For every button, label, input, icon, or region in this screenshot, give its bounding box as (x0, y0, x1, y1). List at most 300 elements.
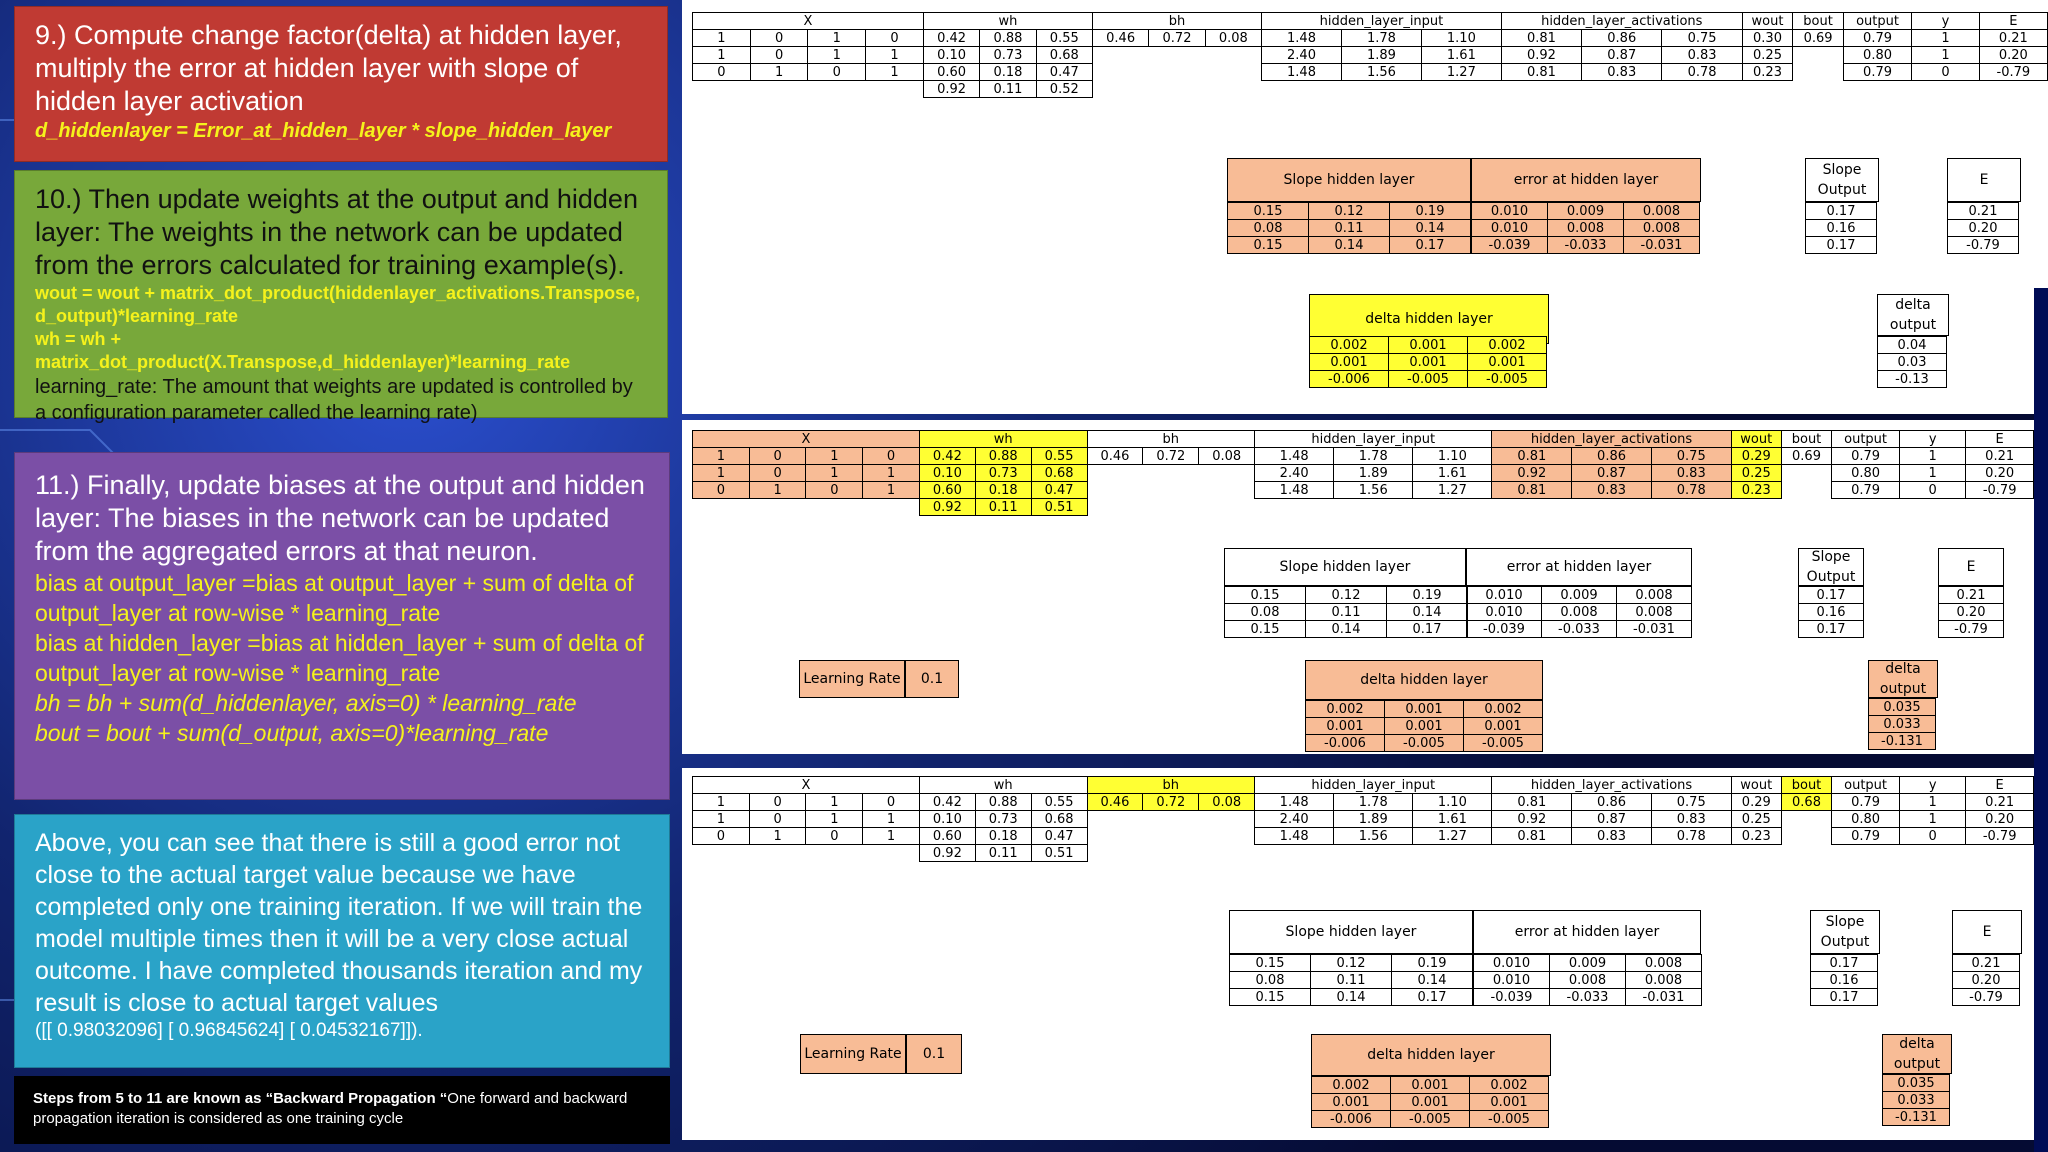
table-cell: 0.11 (1311, 972, 1392, 989)
e-header: E (1947, 158, 2021, 202)
table-cell: 0 (749, 811, 806, 828)
table-cell: 0.79 (1843, 64, 1911, 81)
table-cell: 1.56 (1334, 482, 1413, 499)
table-cell: 0.17 (1390, 237, 1471, 254)
step9-note (14, 6, 668, 162)
table-cell: 0.17 (1811, 989, 1878, 1006)
header-row (693, 13, 2048, 30)
table-cell: 0.14 (1306, 621, 1387, 638)
table-cell (1900, 499, 1966, 516)
table-cell: 1.48 (1255, 448, 1334, 465)
table-cell: 1.10 (1413, 448, 1492, 465)
table-cell: 0.51 (1031, 845, 1087, 862)
table-cell: 0.010 (1467, 604, 1542, 621)
header-row (693, 431, 2034, 448)
table-cell: 0.008 (1624, 220, 1700, 237)
table-cell: 0.69 (1793, 30, 1844, 47)
table-cell: 0.87 (1572, 811, 1652, 828)
header-row (693, 777, 2034, 794)
table-cell: 0.73 (975, 465, 1031, 482)
table-row (1312, 1094, 1549, 1111)
table-row (1939, 587, 2004, 604)
header-X: X (693, 431, 920, 448)
table-cell: 0.11 (975, 499, 1031, 516)
error-hidden-table (1471, 202, 1700, 254)
table-cell: 0.08 (1205, 30, 1261, 47)
header-output: output (1832, 431, 1900, 448)
table-cell: -0.005 (1470, 1111, 1549, 1128)
header-hli: hidden_layer_input (1255, 431, 1492, 448)
step11-note (14, 452, 670, 800)
header-X: X (693, 13, 924, 30)
table-cell (1087, 845, 1143, 862)
table-row (1869, 733, 1936, 750)
table-cell: 0.009 (1548, 203, 1624, 220)
table-cell: 0.17 (1799, 587, 1864, 604)
table-cell (1572, 845, 1652, 862)
table-cell: 0.008 (1542, 604, 1617, 621)
table-cell: 0.60 (923, 64, 979, 81)
table-cell (693, 499, 750, 516)
table-cell: -0.79 (1966, 482, 2034, 499)
table-cell: 1 (750, 64, 808, 81)
table-cell (1199, 828, 1255, 845)
table-cell (1199, 845, 1255, 862)
table-cell: 0.42 (923, 30, 979, 47)
table-cell: 0.12 (1306, 587, 1387, 604)
table-row (1811, 955, 1878, 972)
table-cell: 0.92 (919, 499, 975, 516)
table-cell: 0.68 (1031, 811, 1087, 828)
table-cell (1492, 845, 1572, 862)
table-cell (1143, 482, 1199, 499)
table-cell: 0 (749, 465, 806, 482)
table-cell: 1 (806, 448, 863, 465)
table-cell: 0.83 (1651, 465, 1731, 482)
table-cell (1092, 47, 1148, 64)
table-cell: 0.79 (1832, 448, 1900, 465)
table-cell (1334, 845, 1413, 862)
delta-hidden-table (1309, 336, 1547, 388)
table-cell: 0.008 (1626, 972, 1702, 989)
slope-output-table (1810, 954, 1878, 1006)
table-cell: 1 (863, 811, 920, 828)
table-cell: 0.16 (1806, 220, 1877, 237)
table-cell: 0.80 (1843, 47, 1911, 64)
table-cell: 0.81 (1492, 828, 1572, 845)
table-row (693, 465, 2034, 482)
slope-hidden-table (1227, 202, 1471, 254)
table-cell (1199, 482, 1255, 499)
header-bout: bout (1781, 777, 1831, 794)
table-cell: 0.17 (1799, 621, 1864, 638)
table-cell (1781, 845, 1831, 862)
table-cell (1731, 499, 1781, 516)
table-cell: 0.25 (1731, 811, 1781, 828)
table-cell: 0.14 (1387, 604, 1468, 621)
table-cell: 0.08 (1230, 972, 1311, 989)
table-cell: 0.033 (1883, 1092, 1950, 1109)
header-hla: hidden_layer_activations (1501, 13, 1742, 30)
e-table (1952, 954, 2020, 1006)
table-cell: 0.92 (1492, 811, 1572, 828)
learning-rate-value: 0.1 (906, 1034, 962, 1074)
table-cell: 0.21 (1939, 587, 2004, 604)
table-cell (1731, 845, 1781, 862)
table-cell: 0.92 (923, 81, 979, 98)
table-cell (1492, 499, 1572, 516)
table-cell: 1 (863, 482, 920, 499)
table-cell (1087, 465, 1143, 482)
table-cell: 2.40 (1255, 465, 1334, 482)
table-cell: 1.61 (1413, 465, 1492, 482)
table-row (1230, 955, 1473, 972)
table-row (1312, 1077, 1549, 1094)
table-cell: 0.002 (1306, 701, 1385, 718)
table-cell: 0.008 (1624, 203, 1700, 220)
table-cell: 0.21 (1948, 203, 2019, 220)
table-cell: 0.51 (1031, 499, 1087, 516)
table-cell: 0 (1912, 64, 1979, 81)
table-cell: 1 (693, 811, 750, 828)
table-cell: -0.006 (1310, 371, 1389, 388)
table-cell: 0.55 (1031, 794, 1087, 811)
table-cell: 1 (806, 465, 863, 482)
table-cell: 0.42 (919, 448, 975, 465)
table-cell: 1 (693, 30, 751, 47)
table-cell: 0.14 (1390, 220, 1471, 237)
table-cell: 0 (1900, 828, 1966, 845)
step9-title: 9.) Compute change factor(delta) at hidden layer, multiply the error at hidden layer with slope of hidden layer activation (35, 20, 622, 116)
table-cell: 0.001 (1391, 1094, 1470, 1111)
table-cell: 0.75 (1651, 448, 1731, 465)
table-cell: 1.56 (1341, 64, 1421, 81)
table-cell: 0.20 (1979, 47, 2047, 64)
table-row (1883, 1075, 1950, 1092)
table-row (1883, 1092, 1950, 1109)
main-data-table (692, 776, 2034, 862)
table-cell: 1.89 (1341, 47, 1421, 64)
table-cell (1843, 81, 1911, 98)
error-hidden-table (1473, 954, 1702, 1006)
table-cell: 0.18 (980, 64, 1036, 81)
table-cell: 0.75 (1651, 794, 1731, 811)
table-cell (1832, 499, 1900, 516)
table-cell: 0.16 (1811, 972, 1878, 989)
table-cell: 0.10 (923, 47, 979, 64)
table-cell: 0.29 (1731, 794, 1781, 811)
table-cell: 1 (808, 30, 866, 47)
table-cell: 0.88 (975, 794, 1031, 811)
table-row (1806, 237, 1877, 254)
table-cell: 0.29 (1731, 448, 1781, 465)
table-cell: 1 (693, 465, 750, 482)
table-cell (749, 845, 806, 862)
table-cell (693, 845, 750, 862)
table-row (1948, 220, 2019, 237)
table-cell: -0.005 (1389, 371, 1468, 388)
header-output: output (1843, 13, 1911, 30)
table-cell: 0.60 (919, 828, 975, 845)
table-cell: 0.17 (1811, 955, 1878, 972)
header-wout: wout (1731, 431, 1781, 448)
table-cell: 0.42 (919, 794, 975, 811)
header-hla: hidden_layer_activations (1492, 431, 1731, 448)
table-cell: 0.10 (919, 811, 975, 828)
table-cell: 0.010 (1474, 972, 1550, 989)
table-cell: 0.83 (1651, 811, 1731, 828)
header-E: E (1979, 13, 2047, 30)
table-cell: 1 (863, 465, 920, 482)
table-cell: 0 (693, 828, 750, 845)
table-cell: 0.20 (1966, 811, 2034, 828)
table-cell: 1.78 (1341, 30, 1421, 47)
table-cell: 1.56 (1334, 828, 1413, 845)
table-row (693, 482, 2034, 499)
table-cell (1334, 499, 1413, 516)
table-cell (1341, 81, 1421, 98)
main-data-table (692, 12, 2048, 98)
table-cell (1199, 499, 1255, 516)
table-cell: 1 (749, 482, 806, 499)
table-row (1225, 621, 1468, 638)
error-hidden-header: error at hidden layer (1473, 910, 1701, 954)
table-cell (806, 499, 863, 516)
table-cell: 1 (806, 811, 863, 828)
e-table (1947, 202, 2019, 254)
table-cell: 0.08 (1199, 794, 1255, 811)
table-row (693, 448, 2034, 465)
step10-title: 10.) Then update weights at the output and hidden layer: The weights in the network can be updated from the errors calculated for training example(s). (35, 184, 638, 280)
table-cell: 1 (1900, 811, 1966, 828)
table-cell (1149, 64, 1205, 81)
slope-hidden-header: Slope hidden layer (1229, 910, 1473, 954)
table-cell: 0.25 (1742, 47, 1793, 64)
slope-output-table (1805, 202, 1877, 254)
table-cell: 0.16 (1799, 604, 1864, 621)
table-row (693, 828, 2034, 845)
summary-note (14, 814, 670, 1068)
learning-rate-value: 0.1 (905, 660, 959, 698)
table-cell: 0.88 (975, 448, 1031, 465)
header-wout: wout (1742, 13, 1793, 30)
table-cell: 0.75 (1662, 30, 1742, 47)
table-cell: 0.86 (1582, 30, 1662, 47)
table-cell (863, 845, 920, 862)
header-hli: hidden_layer_input (1262, 13, 1502, 30)
table-cell (1742, 81, 1793, 98)
table-cell: 1 (1912, 30, 1979, 47)
table-cell: 0.81 (1492, 482, 1572, 499)
header-E: E (1966, 431, 2034, 448)
table-cell: -0.039 (1474, 989, 1550, 1006)
table-cell (1205, 64, 1261, 81)
table-cell (749, 499, 806, 516)
table-cell: 1.10 (1413, 794, 1492, 811)
table-cell: 0.81 (1492, 794, 1572, 811)
table-cell: 0.19 (1387, 587, 1468, 604)
table-cell: 0.10 (919, 465, 975, 482)
table-cell: 0.15 (1230, 955, 1311, 972)
table-row (1799, 587, 1864, 604)
error-hidden-header: error at hidden layer (1471, 158, 1701, 202)
table-cell (1781, 499, 1831, 516)
step11-line2: bias at hidden_layer =bias at hidden_layer + sum of delta of output_layer at row-wise * learning_rate (35, 630, 644, 686)
table-cell: 0.92 (1492, 465, 1572, 482)
table-cell: -0.005 (1391, 1111, 1470, 1128)
table-cell: 0.010 (1474, 955, 1550, 972)
table-row (693, 81, 2048, 98)
table-cell: 0.002 (1312, 1077, 1391, 1094)
table-cell: 0.87 (1582, 47, 1662, 64)
table-cell: 1 (749, 828, 806, 845)
table-cell: 0.47 (1036, 64, 1092, 81)
table-cell (1087, 811, 1143, 828)
table-cell (750, 81, 808, 98)
table-cell: 1.48 (1262, 30, 1342, 47)
table-row (1799, 604, 1864, 621)
table-cell: 2.40 (1262, 47, 1342, 64)
table-cell: 0.035 (1869, 699, 1936, 716)
table-cell: 0.12 (1309, 203, 1390, 220)
step10-learning-rate-note: learning_rate: The amount that weights are updated is controlled by a configuration parameter called the learning rate) (35, 376, 633, 424)
table-row (1228, 237, 1471, 254)
delta-output-header: delta output (1868, 660, 1938, 698)
table-row (1310, 337, 1547, 354)
table-cell: 1 (693, 794, 750, 811)
table-cell: 0.72 (1149, 30, 1205, 47)
table-cell: -0.031 (1624, 237, 1700, 254)
table-cell (1651, 499, 1731, 516)
table-cell: 0.008 (1548, 220, 1624, 237)
table-cell: -0.031 (1617, 621, 1692, 638)
table-cell: 1.78 (1334, 794, 1413, 811)
table-row (1306, 701, 1543, 718)
table-cell: 0.52 (1036, 81, 1092, 98)
slope-output-header: Slope Output (1798, 548, 1864, 586)
table-row (1883, 1109, 1950, 1126)
step10-note (14, 170, 668, 424)
table-cell: 0.001 (1389, 337, 1468, 354)
header-y: y (1900, 777, 1966, 794)
table-cell: 0.83 (1662, 47, 1742, 64)
header-bh: bh (1087, 431, 1255, 448)
table-row (1806, 220, 1877, 237)
table-cell: 0.21 (1966, 794, 2034, 811)
table-row (693, 794, 2034, 811)
table-cell: -0.005 (1385, 735, 1464, 752)
table-cell (1255, 845, 1334, 862)
delta-output-table (1882, 1074, 1950, 1126)
table-cell: 0.18 (975, 828, 1031, 845)
table-row (1230, 989, 1473, 1006)
backprop-rest: One forward and backward propagation iteration is considered as one training cycle (33, 1090, 628, 1127)
table-cell: 0.73 (980, 47, 1036, 64)
table-cell: 0.83 (1572, 482, 1652, 499)
header-output: output (1832, 777, 1900, 794)
slope-hidden-header: Slope hidden layer (1227, 158, 1471, 202)
table-cell: 1.48 (1255, 794, 1334, 811)
table-cell (1781, 482, 1831, 499)
table-cell (1143, 499, 1199, 516)
table-cell: 0.78 (1662, 64, 1742, 81)
table-cell: 0.001 (1468, 354, 1547, 371)
table-cell (1832, 845, 1900, 862)
delta-hidden-header: delta hidden layer (1305, 660, 1543, 700)
table-row (1467, 604, 1692, 621)
table-cell: 1.61 (1413, 811, 1492, 828)
table-cell: 0.008 (1550, 972, 1626, 989)
table-cell: 0.001 (1306, 718, 1385, 735)
table-cell (1087, 482, 1143, 499)
table-cell: -0.039 (1472, 237, 1548, 254)
table-cell: 0.20 (1953, 972, 2020, 989)
table-cell: 0.17 (1392, 989, 1473, 1006)
step11-line4: bout = bout + sum(d_output, axis=0)*learning_rate (35, 720, 549, 746)
summary-values: ([[ 0.98032096] [ 0.96845624] [ 0.04532167]]). (35, 1020, 423, 1041)
table-cell (808, 81, 866, 98)
table-cell: 0.81 (1501, 64, 1581, 81)
table-cell: 0.55 (1031, 448, 1087, 465)
table-row (693, 47, 2048, 64)
table-row (1953, 955, 2020, 972)
table-cell (1092, 64, 1148, 81)
iteration-panel-2 (682, 420, 2034, 754)
table-row (1878, 371, 1947, 388)
table-cell: 0.08 (1199, 448, 1255, 465)
table-cell: 0.47 (1031, 828, 1087, 845)
table-cell: 1.48 (1255, 828, 1334, 845)
table-row (1878, 354, 1947, 371)
table-cell: 0 (806, 482, 863, 499)
table-cell: 0.68 (1031, 465, 1087, 482)
table-cell: 0.11 (1306, 604, 1387, 621)
table-cell: 0.11 (980, 81, 1036, 98)
iteration-panel-1 (682, 0, 2048, 414)
table-row (1869, 699, 1936, 716)
table-cell (693, 81, 751, 98)
table-cell: 0.72 (1143, 794, 1199, 811)
table-cell: 0.008 (1617, 587, 1692, 604)
table-cell: 0.03 (1878, 354, 1947, 371)
table-cell (1092, 81, 1148, 98)
table-cell: 1.27 (1413, 482, 1492, 499)
backprop-note (14, 1076, 670, 1144)
table-cell: 0.78 (1651, 482, 1731, 499)
table-row (1474, 989, 1702, 1006)
table-cell (1421, 81, 1501, 98)
table-cell: 0.92 (1501, 47, 1581, 64)
table-cell: 0 (749, 794, 806, 811)
header-wh: wh (919, 431, 1087, 448)
table-cell: -0.005 (1464, 735, 1543, 752)
table-cell: 1.89 (1334, 465, 1413, 482)
table-cell: 0.010 (1472, 220, 1548, 237)
table-cell: 1.89 (1334, 811, 1413, 828)
delta-hidden-table (1305, 700, 1543, 752)
slope-hidden-table (1229, 954, 1473, 1006)
table-row (693, 30, 2048, 47)
table-cell: 0.002 (1470, 1077, 1549, 1094)
table-cell: 0 (693, 64, 751, 81)
table-row (1869, 716, 1936, 733)
table-cell: 0.20 (1939, 604, 2004, 621)
table-cell (1143, 828, 1199, 845)
table-cell (1149, 81, 1205, 98)
delta-output-table (1868, 698, 1936, 750)
table-cell: 0.18 (975, 482, 1031, 499)
table-cell: 0.08 (1225, 604, 1306, 621)
